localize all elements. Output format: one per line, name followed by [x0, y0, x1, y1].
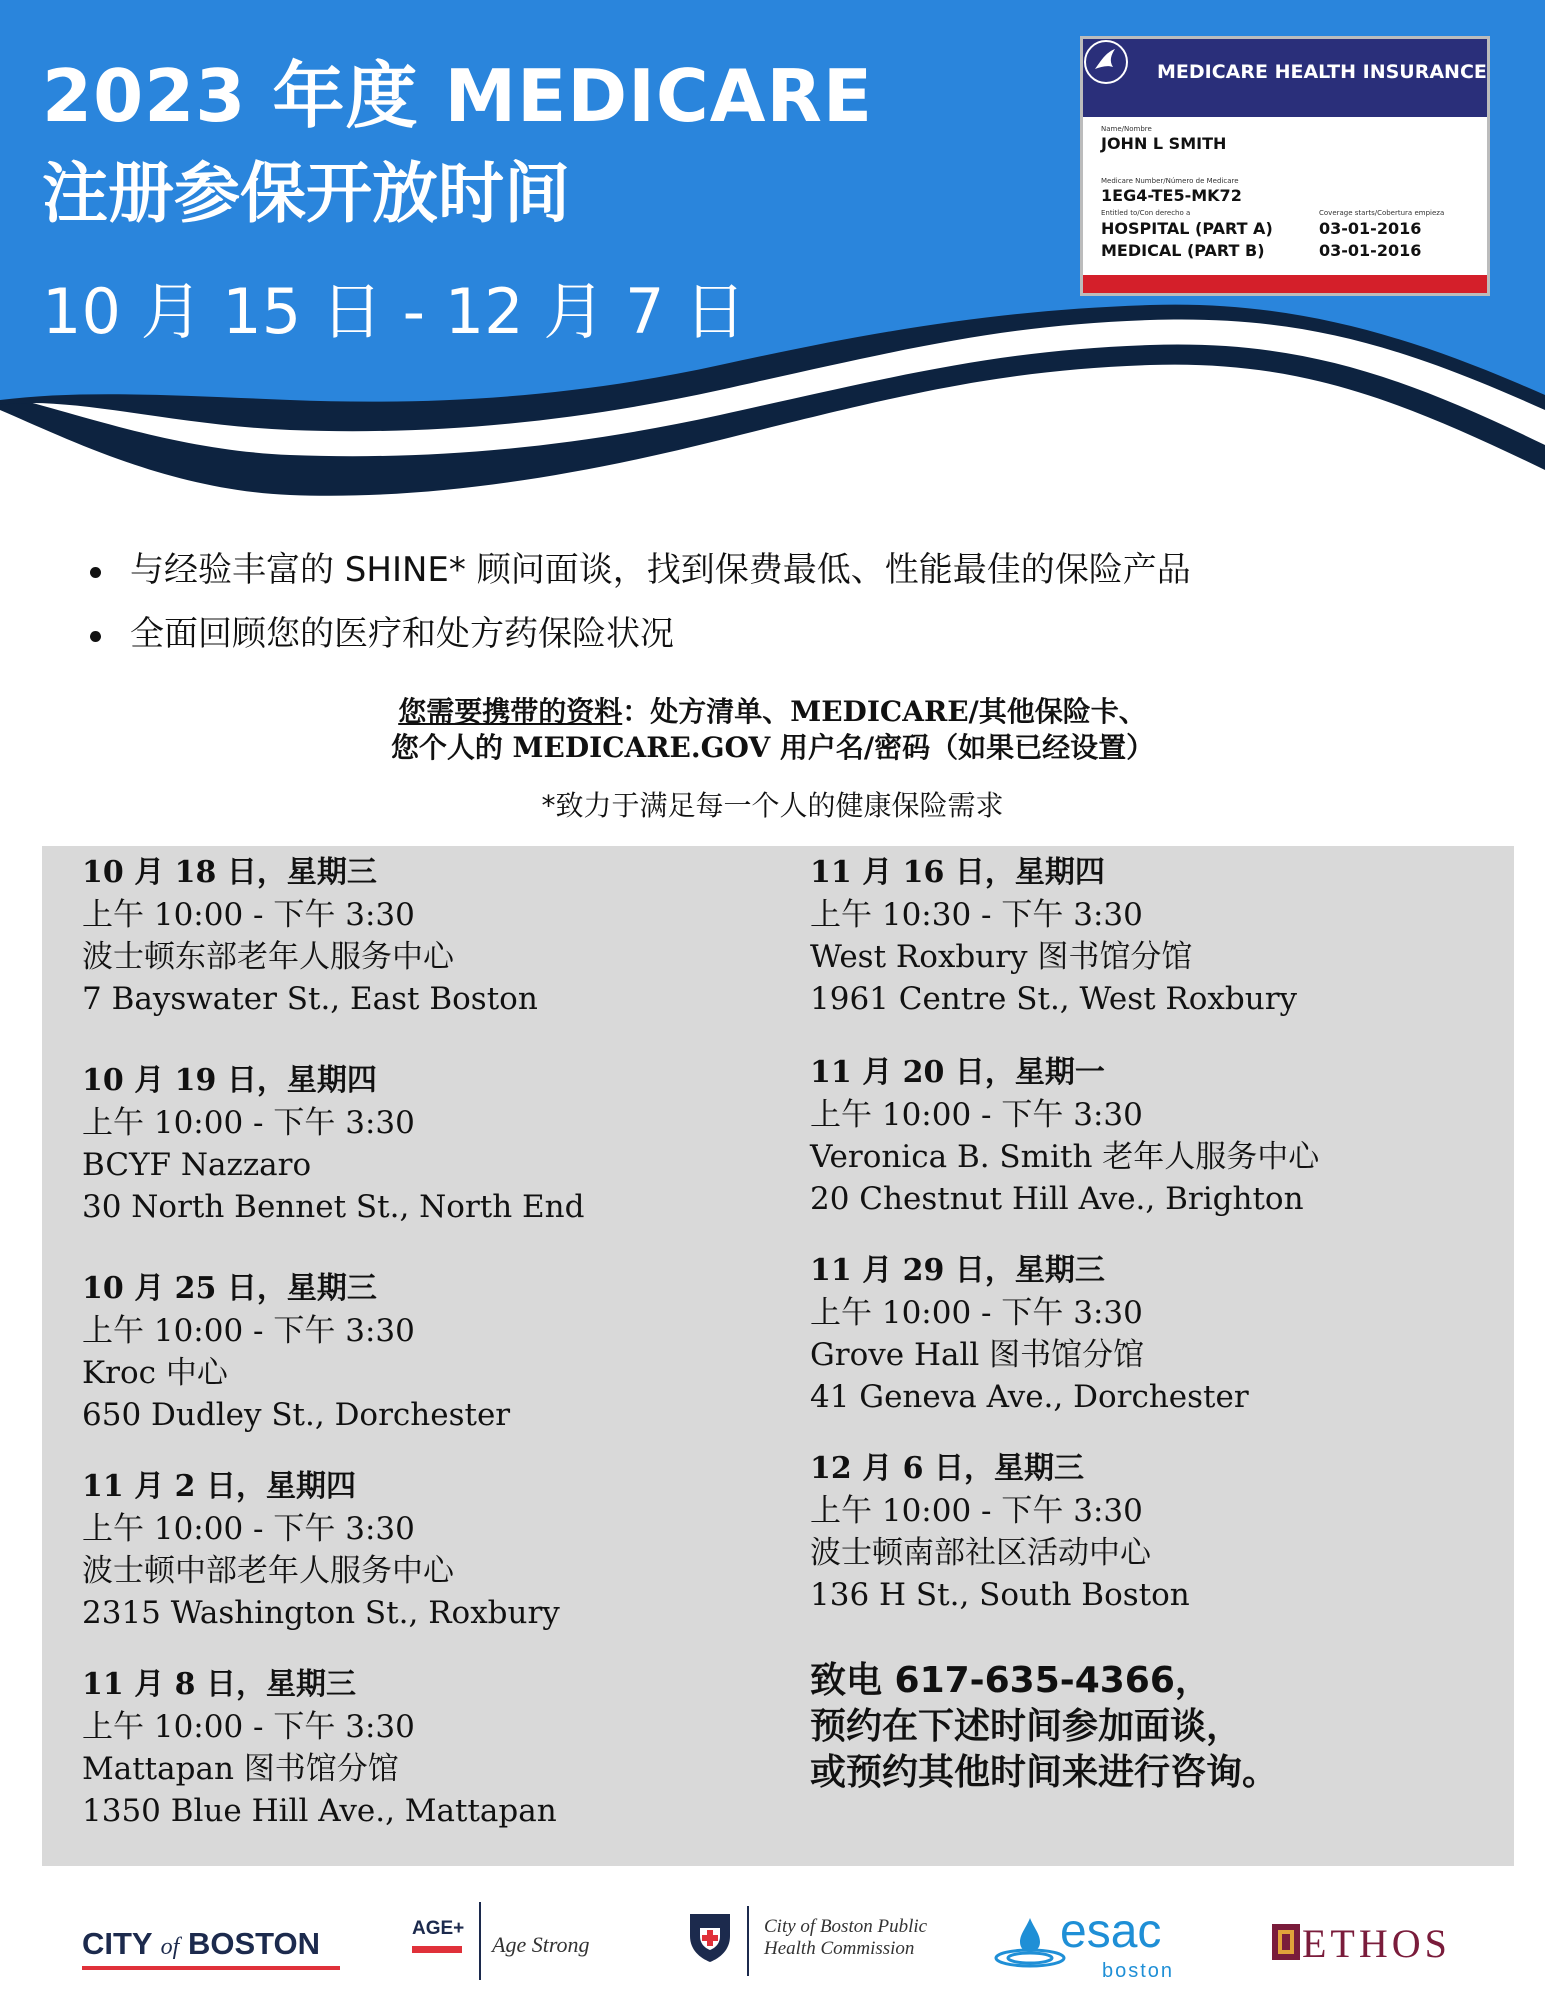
age-plus-logo: AGE+: [412, 1918, 465, 1939]
bring-items-label: 您需要携带的资料: [398, 695, 623, 728]
esac-logo-subtext: boston: [1102, 1960, 1175, 1982]
bring-items-text: ：处方清单、MEDICARE/其他保险卡、: [622, 695, 1147, 728]
event-date: 11 月 20 日，星期一: [810, 1055, 1105, 1090]
call-to-action: [810, 1658, 1278, 1796]
event-block: [82, 1466, 560, 1634]
event-address: 2315 Washington St., Roxbury: [82, 1595, 560, 1631]
call-phone: 致电 617-635-4366，: [810, 1660, 1211, 1701]
card-name: JOHN L SMITH: [1101, 134, 1227, 153]
event-time: 上午 10:00 - 下午 3:30: [82, 897, 415, 933]
event-block: [810, 1250, 1249, 1418]
card-number: 1EG4-TE5-MK72: [1101, 186, 1242, 205]
bphc-shield-icon: [686, 1910, 734, 1964]
city-of-boston-underline: [82, 1966, 340, 1970]
event-place: Kroc 中心: [82, 1355, 228, 1391]
event-place: Veronica B. Smith 老年人服务中心: [810, 1139, 1320, 1175]
event-time: 上午 10:00 - 下午 3:30: [82, 1511, 415, 1547]
card-number-label: Medicare Number/Número de Medicare: [1101, 177, 1239, 185]
divider: [747, 1906, 749, 1976]
event-time: 上午 10:00 - 下午 3:30: [82, 1709, 415, 1745]
header-banner: [0, 0, 1545, 545]
age-strong-text: Age Strong: [492, 1932, 590, 1957]
event-address: 7 Bayswater St., East Boston: [82, 981, 538, 1017]
event-date: 11 月 16 日，星期四: [810, 855, 1105, 890]
event-date: 12 月 6 日，星期三: [810, 1451, 1084, 1486]
event-place: 波士顿南部社区活动中心: [810, 1535, 1151, 1571]
event-address: 30 North Bennet St., North End: [82, 1189, 585, 1225]
event-address: 136 H St., South Boston: [810, 1577, 1190, 1613]
event-time: 上午 10:00 - 下午 3:30: [810, 1097, 1143, 1133]
event-address: 20 Chestnut Hill Ave., Brighton: [810, 1181, 1304, 1217]
event-block: [82, 1060, 584, 1228]
card-part-b-date: 03-01-2016: [1319, 241, 1422, 260]
event-address: 41 Geneva Ave., Dorchester: [810, 1379, 1249, 1415]
card-name-label: Name/Nombre: [1101, 125, 1152, 133]
footnote: *致力于满足每一个人的健康保险需求: [541, 789, 1004, 822]
divider: [479, 1902, 481, 1980]
event-date: 10 月 25 日，星期三: [82, 1271, 377, 1306]
card-red-stripe: [1083, 275, 1487, 293]
event-block: [810, 1052, 1319, 1220]
event-place: Grove Hall 图书馆分馆: [810, 1337, 1145, 1373]
medicare-card-image: [1080, 36, 1490, 296]
benefits-list: [90, 550, 1191, 678]
event-date: 11 月 2 日，星期四: [82, 1469, 356, 1504]
bring-items-line1: [0, 694, 1545, 730]
event-address: 650 Dudley St., Dorchester: [82, 1397, 511, 1433]
enrollment-dates: 10 月 15 日 - 12 月 7 日: [42, 275, 747, 348]
event-address: 1961 Centre St., West Roxbury: [810, 981, 1298, 1017]
bring-items-line2: 您个人的 MEDICARE.GOV 用户名/密码（如果已经设置）: [390, 731, 1155, 764]
event-date: 11 月 29 日，星期三: [810, 1253, 1105, 1288]
card-part-a-date: 03-01-2016: [1319, 219, 1422, 238]
list-item: 与经验丰富的 SHINE* 顾问面谈，找到保费最低、性能最佳的保险产品: [90, 550, 1191, 590]
event-time: 上午 10:00 - 下午 3:30: [810, 1295, 1143, 1331]
card-part-b: MEDICAL (PART B): [1101, 241, 1265, 260]
city-of-boston-logo: CITY of BOSTON: [82, 1926, 321, 1961]
event-address: 1350 Blue Hill Ave., Mattapan: [82, 1793, 557, 1829]
sponsor-logos: [0, 1880, 1545, 2000]
event-time: 上午 10:00 - 下午 3:30: [810, 1493, 1143, 1529]
esac-water-icon: [992, 1914, 1068, 1970]
event-block: [82, 1268, 510, 1436]
event-date: 10 月 18 日，星期三: [82, 855, 377, 890]
event-place: 波士顿中部老年人服务中心: [82, 1553, 454, 1589]
card-coverage-label: Coverage starts/Cobertura empieza: [1319, 209, 1445, 217]
event-place: Mattapan 图书馆分馆: [82, 1751, 399, 1787]
event-place: 波士顿东部老年人服务中心: [82, 939, 454, 975]
card-title: MEDICARE HEALTH INSURANCE: [1157, 61, 1487, 83]
call-line3: 或预约其他时间来进行咨询。: [810, 1752, 1279, 1793]
event-block: [810, 852, 1297, 1020]
schedule-panel: [42, 846, 1514, 1866]
page-subtitle: 注册参保开放时间: [42, 155, 570, 232]
event-place: BCYF Nazzaro: [82, 1147, 312, 1183]
card-entitled-label: Entitled to/Con derecho a: [1101, 209, 1191, 217]
event-time: 上午 10:00 - 下午 3:30: [82, 1313, 415, 1349]
call-line2: 预约在下述时间参加面谈，: [810, 1706, 1243, 1747]
event-date: 10 月 19 日，星期四: [82, 1063, 377, 1098]
card-part-a: HOSPITAL (PART A): [1101, 219, 1273, 238]
event-block: [82, 1664, 557, 1832]
event-time: 上午 10:30 - 下午 3:30: [810, 897, 1143, 933]
event-place: West Roxbury 图书馆分馆: [810, 939, 1193, 975]
event-block: [810, 1448, 1190, 1616]
event-time: 上午 10:00 - 下午 3:30: [82, 1105, 415, 1141]
ethos-square-icon: [1272, 1924, 1300, 1960]
ethos-logo-text: ETHOS: [1302, 1921, 1451, 1966]
hhs-eagle-icon: [1083, 39, 1129, 85]
age-plus-red-bar: [412, 1946, 462, 1953]
esac-logo-text: esac: [1060, 1905, 1162, 1958]
page-title: 2023 年度 MEDICARE: [42, 54, 874, 138]
list-item: 全面回顾您的医疗和处方药保险状况: [90, 614, 1191, 654]
event-block: [82, 852, 538, 1020]
bphc-logo-text: City of Boston Public Health Commission: [764, 1916, 928, 1959]
event-date: 11 月 8 日，星期三: [82, 1667, 356, 1702]
